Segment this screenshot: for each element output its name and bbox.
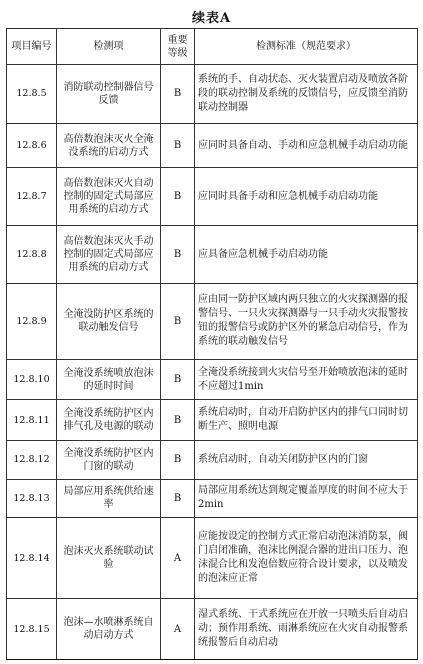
table-row bbox=[7, 518, 418, 599]
header-standard: 检测标准（规范要求） bbox=[195, 29, 418, 65]
header-row bbox=[7, 29, 418, 65]
row-item: 消防联动控制器信号反馈 bbox=[57, 65, 161, 124]
row-grade: A bbox=[161, 518, 195, 599]
row-standard: 应同时具备手动和应急机械手动启动功能 bbox=[195, 168, 418, 226]
header-code: 项目编号 bbox=[7, 29, 57, 65]
table-row bbox=[7, 65, 418, 124]
table-row bbox=[7, 440, 418, 479]
row-grade: B bbox=[161, 359, 195, 400]
row-code: 12.8.10 bbox=[7, 359, 57, 400]
row-grade: B bbox=[161, 65, 195, 124]
table-row bbox=[7, 359, 418, 400]
row-grade: B bbox=[161, 123, 195, 168]
row-code: 12.8.8 bbox=[7, 226, 57, 284]
row-standard: 湿式系统、干式系统应在开放一只喷头后自动启动；预作用系统、雨淋系统应在火灾自动报警系统报警后自动启动 bbox=[195, 599, 418, 660]
row-standard: 系统启动时，自动开启防护区内的排气口同时切断生产、照明电源 bbox=[195, 400, 418, 441]
row-grade: B bbox=[161, 400, 195, 441]
row-item: 全淹没防护区系统的联动触发信号 bbox=[57, 283, 161, 359]
table-row bbox=[7, 599, 418, 660]
row-item: 全淹没系统防护区内排气孔及电源的联动 bbox=[57, 400, 161, 441]
table-row bbox=[7, 283, 418, 359]
row-item: 泡沫灭火系统联动试验 bbox=[57, 518, 161, 599]
row-grade: B bbox=[161, 283, 195, 359]
row-code: 12.8.13 bbox=[7, 479, 57, 518]
inspection-table bbox=[6, 28, 418, 660]
row-grade: B bbox=[161, 226, 195, 284]
row-item: 高倍数泡沫灭火手动控制的固定式局部应用系统的启动方式 bbox=[57, 226, 161, 284]
row-standard: 应具备应急机械手动启动功能 bbox=[195, 226, 418, 284]
row-grade: B bbox=[161, 440, 195, 479]
row-standard: 应由同一防护区域内两只独立的火灾探测器的报警信号、一只火灾探测器与一只手动火灾报警按钮的报警信号或防护区外的紧急启动信号，作为系统的联动触发信号 bbox=[195, 283, 418, 359]
row-standard: 应能按设定的控制方式正常启动泡沫消防泵，阀门启闭准确，泡沫比例混合器的进出口压力、泡沫混合比和发泡倍数应符合设计要求，以及喷发的泡沫应正常 bbox=[195, 518, 418, 599]
row-standard: 全淹没系统接到火灾信号至开始喷放泡沫的延时不应超过1min bbox=[195, 359, 418, 400]
header-grade: 重要等级 bbox=[161, 29, 195, 65]
row-grade: B bbox=[161, 479, 195, 518]
row-code: 12.8.12 bbox=[7, 440, 57, 479]
table-row bbox=[7, 168, 418, 226]
row-standard: 应同时具备自动、手动和应急机械手动启动功能 bbox=[195, 123, 418, 168]
row-item: 高倍数泡沫灭火全淹没系统的启动方式 bbox=[57, 123, 161, 168]
row-grade: A bbox=[161, 599, 195, 660]
row-code: 12.8.14 bbox=[7, 518, 57, 599]
row-code: 12.8.11 bbox=[7, 400, 57, 441]
row-grade: B bbox=[161, 168, 195, 226]
row-code: 12.8.6 bbox=[7, 123, 57, 168]
row-code: 12.8.15 bbox=[7, 599, 57, 660]
row-item: 局部应用系统供给速率 bbox=[57, 479, 161, 518]
row-item: 泡沫—水喷淋系统自动启动方式 bbox=[57, 599, 161, 660]
row-item: 全淹没系统防护区内门窗的联动 bbox=[57, 440, 161, 479]
row-standard: 系统的手、自动状态、灭火装置启动及喷放各阶段的联动控制及系统的反馈信号，应反馈至消防联动控制器 bbox=[195, 65, 418, 124]
table-row bbox=[7, 400, 418, 441]
row-item: 全淹没系统喷放泡沫的延时时间 bbox=[57, 359, 161, 400]
row-code: 12.8.9 bbox=[7, 283, 57, 359]
table-row bbox=[7, 123, 418, 168]
row-item: 高倍数泡沫灭火自动控制的固定式局部应用系统的启动方式 bbox=[57, 168, 161, 226]
header-item: 检测项 bbox=[57, 29, 161, 65]
row-standard: 局部应用系统达到规定覆盖厚度的时间不应大于2min bbox=[195, 479, 418, 518]
row-code: 12.8.7 bbox=[7, 168, 57, 226]
row-code: 12.8.5 bbox=[7, 65, 57, 124]
table-row bbox=[7, 226, 418, 284]
row-standard: 系统启动时，自动关闭防护区内的门窗 bbox=[195, 440, 418, 479]
table-title: 续表A bbox=[191, 11, 232, 26]
table-row bbox=[7, 479, 418, 518]
